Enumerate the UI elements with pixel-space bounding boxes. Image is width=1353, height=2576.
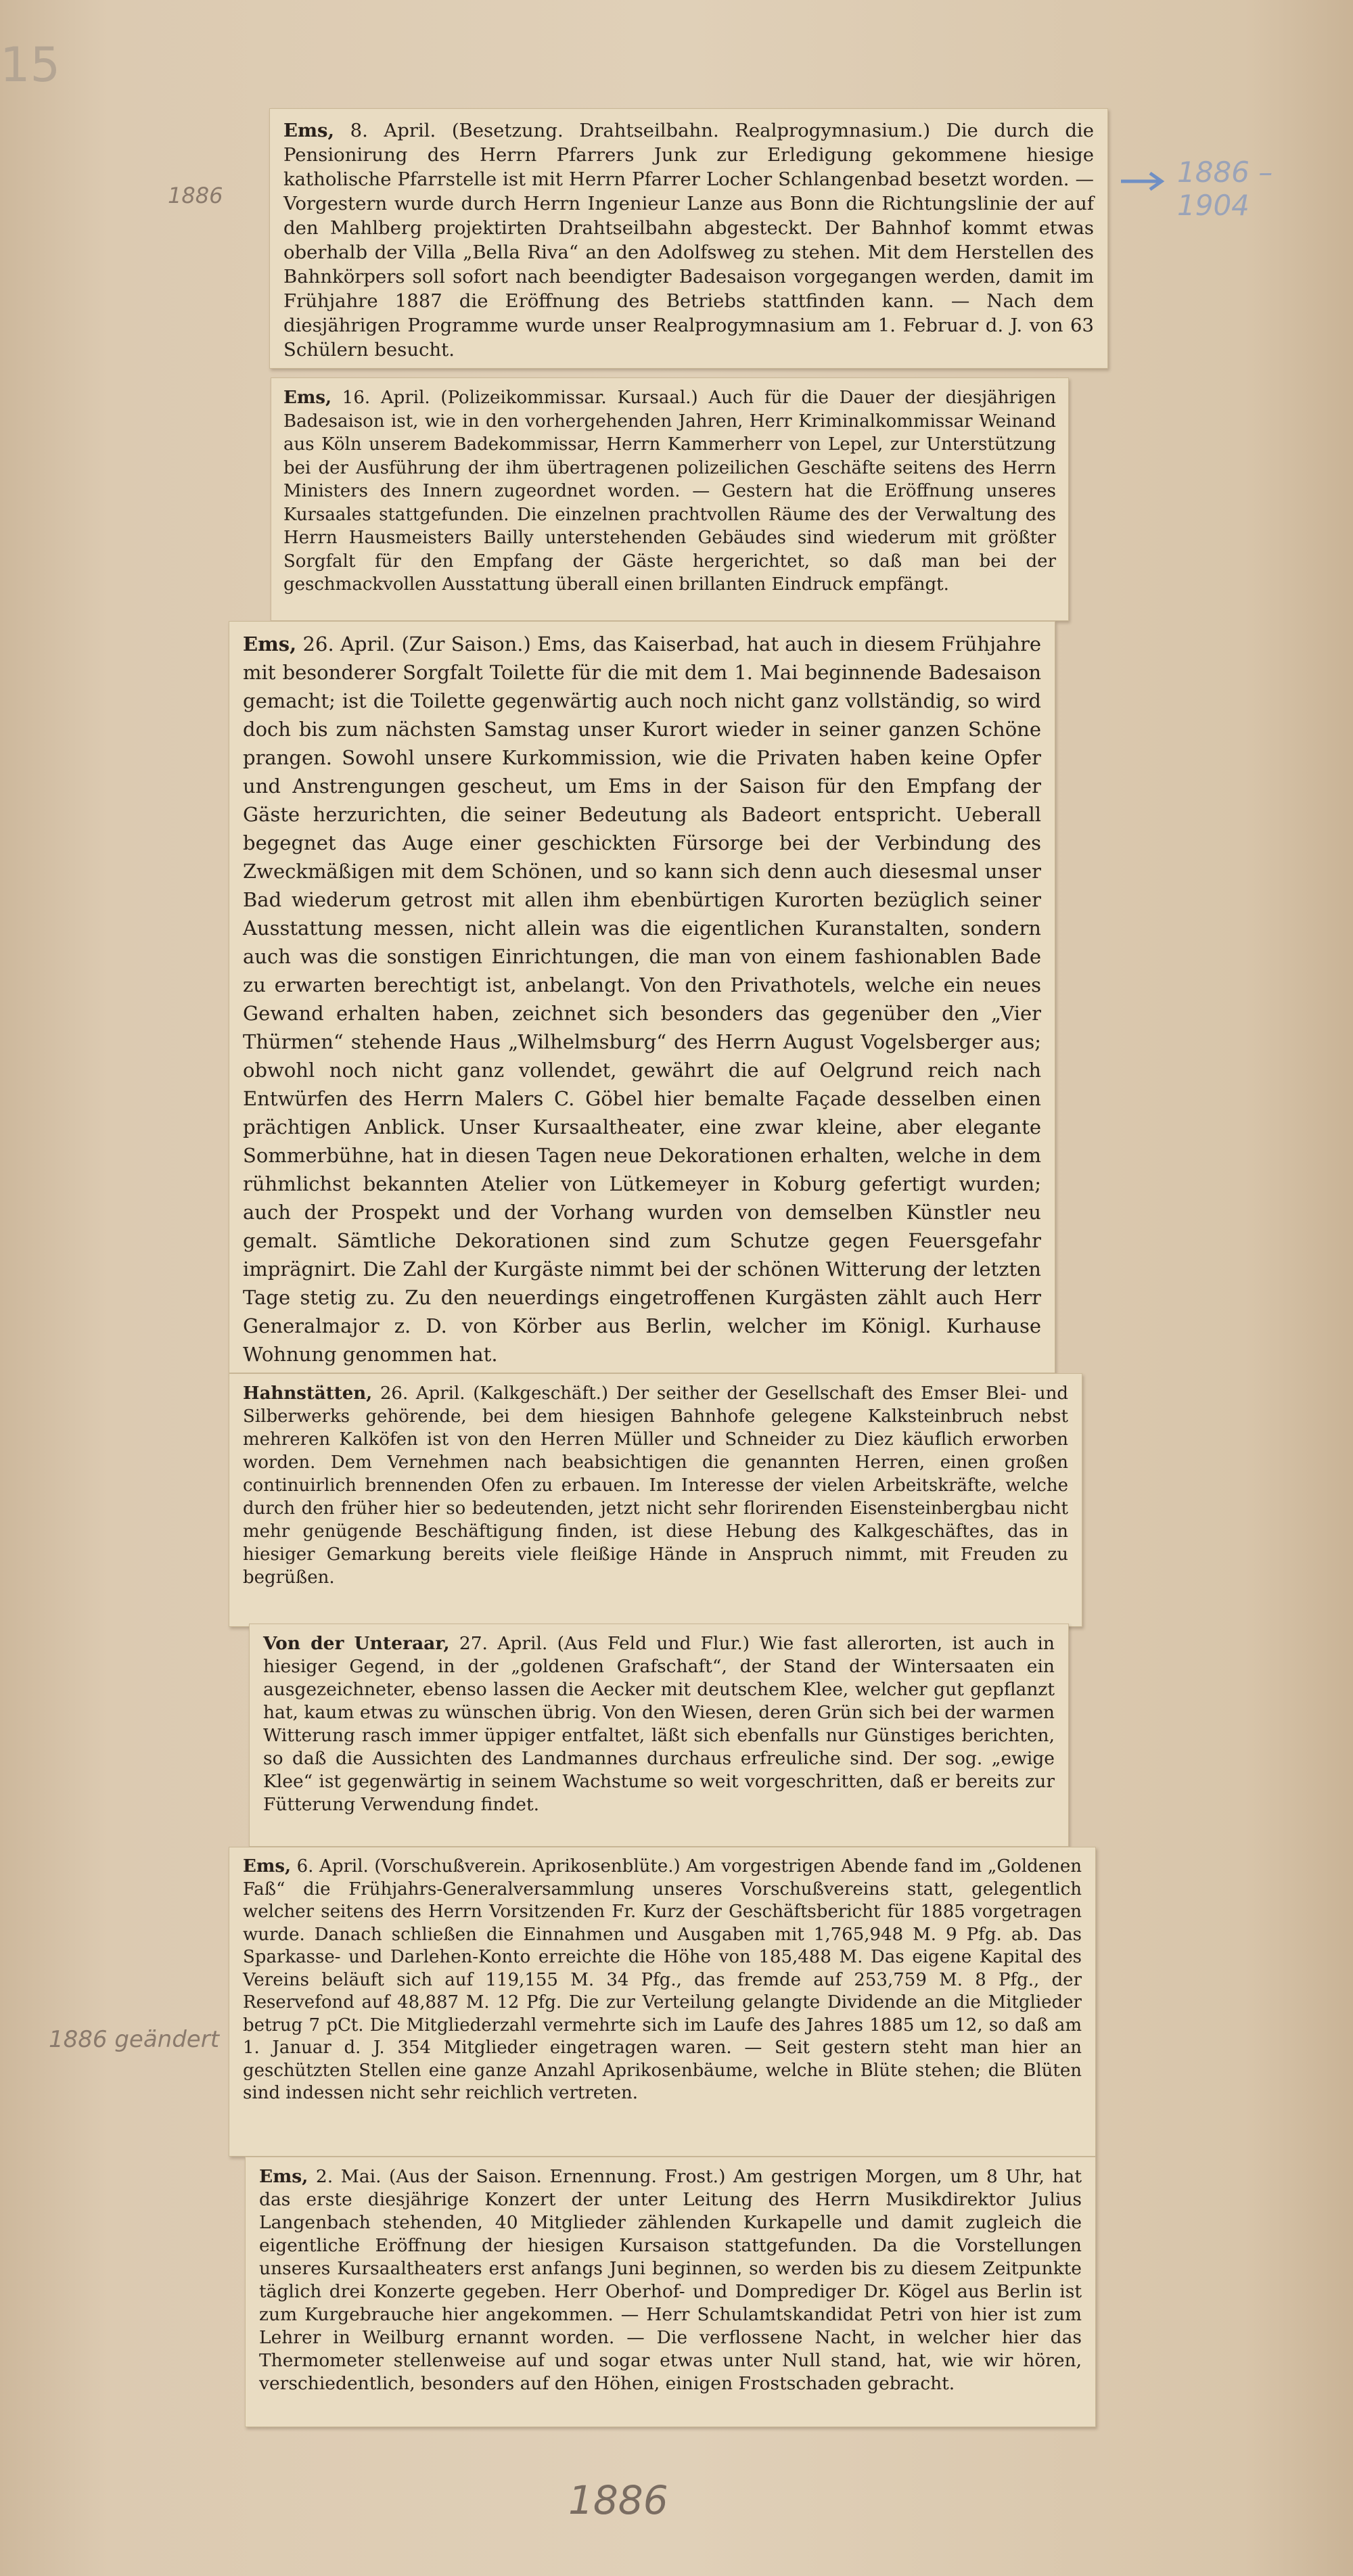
clipping-location: Ems, (243, 1856, 292, 1877)
clipping-ems-8-april (269, 108, 1108, 369)
clipping-ems-16-april (271, 377, 1069, 621)
clipping-text: (Kalkgeschäft.) Der seither der Gesellschaft des Emser Blei- und Silberwerks gehörende, bei dem hiesigen Bahnhofe gelegene Kalksteinbruch nebst mehreren Kalköfen ist von den Herren Müller und Schneider zu Diez käuflich erworben worden. Dem Vernehmen nach beabsichtigen die genannten Herren, einen großen continuirlich brennenden Ofen zu erbauen. Im Interesse der vielen Arbeitskräfte, welche durch den früher hier so bedeutenden, jetzt nicht sehr florirenden Eisensteinbergbau nicht mehr genügende Beschäftigung finden, ist diese Hebung des Kalkgeschäftes, das in hiesiger Gemarkung bereits viele fleißige Hände in Anspruch nimmt, mit Freuden zu begrüßen. (243, 1383, 1069, 1588)
clipping-date: 27. April. (459, 1633, 548, 1654)
clipping-date: 26. April. (302, 632, 396, 656)
arrow-icon (1120, 168, 1167, 195)
clipping-date: 2. Mai. (315, 2166, 382, 2187)
clipping-ems-26-april (229, 621, 1055, 1373)
clipping-text: (Polizeikommissar. Kursaal.) Auch für die Dauer der diesjährigen Badesaison ist, wie in den vorhergehenden Jahren, Herr Kriminalkommissar Weinand aus Köln unserem Badekommissar, Herrn Kammerherr von Lepel, zur Unterstützung bei der Ausführung der ihm übertragenen polizeilichen Geschäfte seitens des Herrn Ministers des Innern zugeordnet worden. — Gestern hat die Eröffnung unseres Kursaales stattgefunden. Die einzelnen prachtvollen Räume des der Verwaltung des Herrn Hausmeisters Bailly unterstehenden Gebäudes sind wiederum mit größter Sorgfalt für den Empfang der Gäste hergerichtet, so daß man bei der geschmackvollen Ausstattung überall einen brillanten Eindruck empfängt. (283, 388, 1057, 595)
clipping-ems-6-april (229, 1847, 1096, 2157)
margin-note-left-middle: 1886 geändert (49, 2026, 220, 2053)
clipping-text: (Besetzung. Drahtseilbahn. Realprogymnasium.) Die durch die Pensionirung des Herrn Pfarrers Junk zur Erledigung gekommene hiesige katholische Pfarrstelle ist mit Herrn Pfarrer Locher Schlangenbad besetzt worden. — Vorgestern wurde durch Herrn Ingenieur Lanze aus Bonn die Richtungslinie der auf den Mahlberg projektirten Drahtseilbahn abgesteckt. Der Bahnhof kommt etwas oberhalb der Villa „Bella Riva“ an den Adolfsweg zu stehen. Mit dem Herstellen des Bahnkörpers soll sofort nach beendigter Badesaison vorgegangen werden, damit im Frühjahre 1887 die Eröffnung des Betriebs stattfinden kann. — Nach dem diesjährigen Programme wurde unser Realprogymnasium am 1. Februar d. J. von 63 Schülern besucht. (283, 120, 1095, 361)
clipping-location: Von der Unteraar, (263, 1633, 450, 1654)
clipping-text: (Vorschußverein. Aprikosenblüte.) Am vorgestrigen Abende fand im „Goldenen Faß“ die Frühjahrs-Generalversammlung unseres Vorschußvereins statt, gelegentlich welcher seitens des Herrn Vorsitzenden Fr. Kurz der Geschäftsbericht für 1885 vorgetragen wurde. Danach schließen die Einnahmen und Ausgaben mit 1,765,948 M. 9 Pfg. ab. Das Sparkasse- und Darlehen-Konto erreichte die Höhe von 185,488 M. Das eigene Kapital des Vereins beläuft sich auf 119,155 M. 34 Pfg., das fremde auf 253,759 M. 8 Pfg., der Reservefond auf 48,887 M. 12 Pfg. Die zur Verteilung gelangte Dividende an die Mitglieder betrug 7 pCt. Die Mitgliederzahl vermehrte sich im Laufe des Jahres 1885 um 12, so daß am 1. Januar d. J. 354 Mitglieder eingetragen waren. — Seit gestern steht man hier an geschützten Stellen eine ganze Anzahl Aprikosenbäume, welche in Blüte stehen; die Blüten sind indessen nicht sehr reichlich vertreten. (243, 1856, 1082, 2103)
clipping-location: Ems, (259, 2166, 308, 2187)
page-number: 15 (0, 37, 61, 93)
clipping-location: Ems, (283, 388, 332, 408)
clipping-text: (Zur Saison.) Ems, das Kaiserbad, hat auch in diesem Frühjahre mit besonderer Sorgfalt Toilette für die mit dem 1. Mai beginnende Badesaison gemacht; ist die Toilette gegenwärtig auch noch nicht ganz vollständig, so wird doch bis zum nächsten Samstag unser Kurort wieder in seiner ganzen Schöne prangen. Sowohl unsere Kurkommission, wie die Privaten haben keine Opfer und Anstrengungen gescheut, um Ems in der Saison für den Empfang der Gäste herzurichten, die seiner Bedeutung als Badeort entspricht. Ueberall begegnet das Auge einer geschickten Fürsorge bei der Verbindung des Zweckmäßigen mit dem Schönen, und so kann sich denn auch diesesmal unser Bad wiederum getrost mit allen ihm ebenbürtigen Kurorten bezüglich seiner Ausstattung messen, nicht allein was die eigentlichen Kuranstalten, sondern auch was die sonstigen Einrichtungen, die man von einem fashionablen Bade zu erwarten berechtigt ist, anbelangt. Von den Privathotels, welche ein neues Gewand erhalten haben, zeichnet sich besonders das gegenüber den „Vier Thürmen“ stehende Haus „Wilhelmsburg“ des Herrn August Vogelsberger aus; obwohl noch nicht ganz vollendet, gewährt die auf Oelgrund reich nach Entwürfen des Herrn Malers C. Göbel hier bemalte Façade desselben einen prächtigen Anblick. Unser Kursaaltheater, eine zwar kleine, aber elegante Sommerbühne, hat in diesen Tagen neue Dekorationen erhalten, welche in dem rühmlichst bekannten Atelier von Lütkemeyer in Koburg gefertigt wurden; auch der Prospekt und der Vorhang wurden von demselben Künstler neu gemalt. Sämtliche Dekorationen sind zum Schutze gegen Feuersgefahr imprägnirt. Die Zahl der Kurgäste nimmt bei der schönen Witterung der letzten Tage stetig zu. Zu den neuerdings eingetroffenen Kurgästen zählt auch Herr Generalmajor z. D. von Körber aus Berlin, welcher im Königl. Kurhause Wohnung genommen hat. (243, 632, 1041, 1366)
clipping-date: 16. April. (342, 388, 430, 408)
clipping-location: Ems, (243, 632, 297, 656)
clipping-text: (Aus der Saison. Ernennung. Frost.) Am gestrigen Morgen, um 8 Uhr, hat das erste diesjährige Konzert der unter Leitung des Herrn Musikdirektor Julius Langenbach stehenden, 40 Mitglieder zählenden Kurkapelle und damit zugleich die eigentliche Eröffnung der hiesigen Kursaison stattgefunden. Da die Vorstellungen unseres Kursaaltheaters erst anfangs Juni beginnen, so werden bis zu diesem Zeitpunkte täglich drei Konzerte gegeben. Herr Oberhof- und Domprediger Dr. Kögel aus Berlin ist zum Kurgebrauche hier angekommen. — Herr Schulamtskandidat Petri von hier ist zum Lehrer in Weilburg ernannt worden. — Die verflossene Nacht, in welcher hier das Thermometer stellenweise auf und sogar etwas unter Null stand, hat, wie wir hören, verschiedentlich, besonders auf den Höhen, einigen Frostschaden gebracht. (259, 2166, 1082, 2394)
clipping-location: Hahnstätten, (243, 1383, 373, 1404)
clipping-date: 6. April. (296, 1856, 369, 1877)
clipping-unteraar-27-april (249, 1624, 1069, 1847)
margin-note-left-top: 1886 (168, 183, 223, 208)
margin-note-bottom: 1886 (568, 2477, 668, 2523)
clipping-location: Ems, (283, 120, 335, 141)
clipping-hahnstaetten-26-april (229, 1373, 1082, 1627)
clipping-date: 26. April. (380, 1383, 465, 1404)
clipping-ems-2-mai (245, 2157, 1096, 2427)
clipping-date: 8. April. (350, 120, 436, 141)
clipping-text: (Aus Feld und Flur.) Wie fast allerorten, ist auch in hiesiger Gegend, in der „goldenen Grafschaft“, der Stand der Wintersaaten ein ausgezeichneter, ebenso lassen die Aecker mit deutschem Klee, welcher gut gepflanzt hat, kaum etwas zu wünschen übrig. Von den Wiesen, deren Grün sich bei der warmen Witterung rasch immer üppiger entfaltet, läßt sich ebenfalls nur Günstiges berichten, so daß die Aussichten des Landmannes durchaus erfreuliche sind. Der sog. „ewige Klee“ ist gegenwärtig in seinem Wachstume so weit vorgeschritten, daß er bereits zur Fütterung Verwendung findet. (263, 1633, 1055, 1815)
margin-note-top-right: 1886 – 1904 (1177, 156, 1273, 222)
